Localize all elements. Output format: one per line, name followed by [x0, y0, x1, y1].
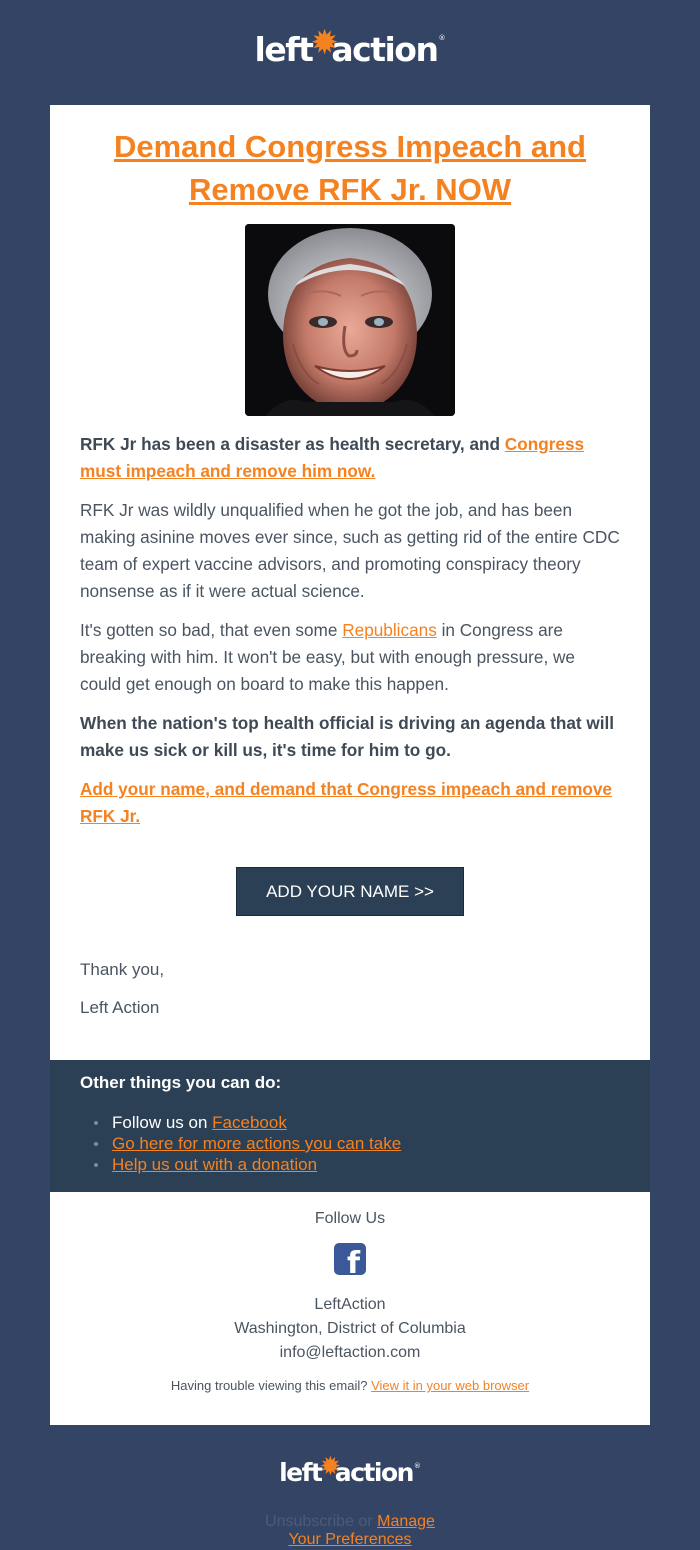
trouble-viewing-line [50, 1378, 650, 1393]
organization-address [50, 1293, 650, 1365]
paragraph-republicans [80, 617, 620, 698]
logo-left-text: left [254, 29, 313, 69]
donation-link[interactable]: Help us out with a donation [112, 1155, 318, 1174]
unsubscribe-line [0, 1513, 700, 1549]
view-in-browser-link[interactable]: View it in your web browser [371, 1378, 530, 1393]
cta-paragraph [80, 776, 620, 830]
other-actions-title: Other things you can do: [80, 1073, 282, 1092]
list-item [112, 1154, 401, 1175]
leftaction-logo[interactable] [0, 23, 700, 72]
paragraph-qualifications: RFK Jr was wildly unqualified when he got the job, and has been making asinine moves ever since, such as getting rid of the entire CDC team of expert vaccine advisors, and promoting conspiracy theory nonsense as if it were actual science. [80, 500, 620, 601]
logo-left-text: left [279, 1457, 322, 1487]
other-actions-panel [50, 1060, 650, 1192]
leftaction-logo-footer[interactable] [0, 1454, 700, 1490]
facebook-icon[interactable] [334, 1243, 366, 1275]
preferences-text: Your Preferences [288, 1531, 412, 1548]
signature-text: Left Action [80, 998, 160, 1017]
email-footer [50, 1192, 650, 1425]
unsubscribe-link[interactable]: Unsubscribe [265, 1513, 354, 1530]
registered-mark: ® [438, 34, 446, 42]
trouble-text: Having trouble viewing this email? [170, 1378, 372, 1393]
republicans-link[interactable]: Republicans [342, 620, 437, 640]
facebook-glyph: f [347, 1246, 361, 1275]
add-name-link[interactable]: Add your name, and demand that Congress impeach and remove RFK Jr. [80, 779, 612, 826]
list-item [112, 1133, 401, 1154]
logo-right-text: action [331, 29, 438, 69]
impeach-link[interactable]: Congress must impeach and remove him now. [80, 434, 585, 481]
logo-star-icon: ✹ [319, 1452, 340, 1482]
signoff [80, 956, 164, 1021]
p2-after: in Congress are breaking with him. It won't be easy, but with enough pressure, we could get enough on board to make this happen. [80, 620, 575, 694]
facebook-link[interactable]: Facebook [212, 1113, 287, 1132]
add-your-name-button[interactable]: ADD YOUR NAME >> [236, 867, 464, 916]
headline-link[interactable]: Demand Congress Impeach and Remove RFK Jr. NOW [113, 129, 586, 207]
org-location: Washington, District of Columbia [234, 1320, 466, 1337]
email-body-card [50, 105, 650, 1060]
portrait-illustration [245, 224, 455, 416]
follow-text: Follow us on [112, 1113, 213, 1132]
more-actions-link[interactable]: Go here for more actions you can take [112, 1134, 402, 1153]
org-name: LeftAction [314, 1296, 386, 1313]
intro-paragraph [80, 431, 620, 485]
portrait-photo[interactable] [245, 224, 455, 416]
intro-text: RFK Jr has been a disaster as health secretary, and [80, 434, 505, 454]
email-copy [80, 431, 620, 842]
logo-right-text: action [334, 1457, 413, 1487]
org-email: info@leftaction.com [279, 1344, 421, 1361]
follow-us-label: Follow Us [314, 1210, 386, 1227]
p2-before: It's gotten so bad, that even some [80, 620, 343, 640]
list-item [112, 1112, 401, 1133]
other-actions-list [112, 1112, 401, 1175]
logo-star-icon: ✹ [310, 23, 338, 63]
manage-text: Manage [377, 1513, 435, 1530]
paragraph-health-official: When the nation's top health official is driving an agenda that will make us sick or kill us, it's time for him to go. [80, 713, 615, 760]
thank-you-text: Thank you, [80, 960, 165, 979]
or-text: or [353, 1513, 378, 1530]
registered-mark: ® [413, 1462, 421, 1470]
